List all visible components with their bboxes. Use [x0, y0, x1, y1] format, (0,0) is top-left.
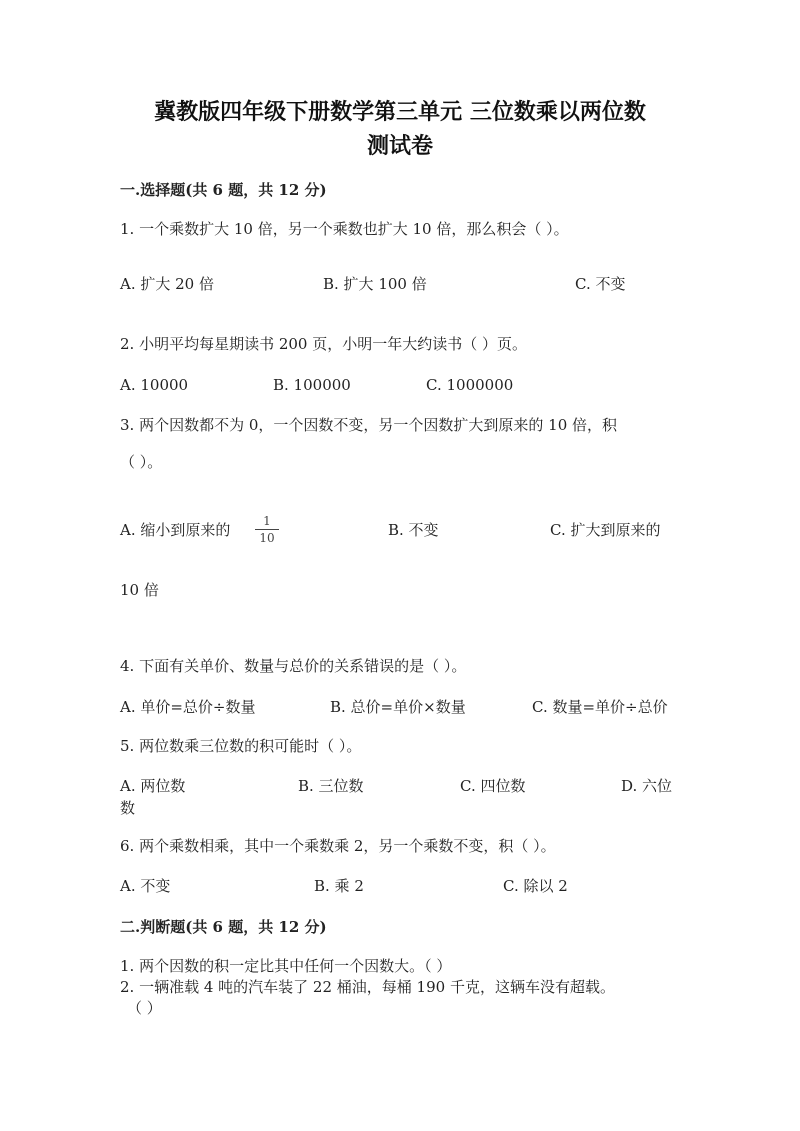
q6-option-a[interactable]: A. 不变	[120, 877, 171, 895]
q3-option-b[interactable]: B. 不变	[388, 521, 439, 539]
q1-option-b[interactable]: B. 扩大 100 倍	[323, 275, 427, 293]
q4-option-b[interactable]: B. 总价=单价×数量	[330, 698, 466, 716]
q1-option-a[interactable]: A. 扩大 20 倍	[120, 275, 214, 293]
page-title-line2: 测试卷	[366, 133, 433, 159]
q1-stem: 1. 一个乘数扩大 10 倍，另一个乘数也扩大 10 倍，那么积会（ ）。	[120, 220, 569, 238]
q2-stem: 2. 小明平均每星期读书 200 页，小明一年大约读书（ ）页。	[120, 335, 528, 353]
q4-stem: 4. 下面有关单价、数量与总价的关系错误的是（ ）。	[120, 657, 467, 675]
q2-option-a[interactable]: A. 10000	[120, 376, 189, 394]
q5-option-d-cont: 数	[120, 799, 136, 817]
q5-option-a[interactable]: A. 两位数	[120, 777, 186, 795]
q4-option-c[interactable]: C. 数量=单价÷总价	[532, 698, 668, 716]
q3-fraction-numerator: 1	[255, 514, 279, 530]
q5-stem: 5. 两位数乘三位数的积可能时（ ）。	[120, 737, 362, 755]
j2-stem-blank: （ ）	[127, 999, 162, 1017]
q3-option-c-cont: 10 倍	[120, 581, 159, 599]
j1-stem: 1. 两个因数的积一定比其中任何一个因数大。（ ）	[120, 957, 452, 975]
page-title-line1: 冀教版四年级下册数学第三单元 三位数乘以两位数	[154, 99, 646, 125]
q2-option-b[interactable]: B. 100000	[273, 376, 351, 394]
q5-option-b[interactable]: B. 三位数	[298, 777, 364, 795]
q3-option-c[interactable]: C. 扩大到原来的	[550, 521, 661, 539]
q6-option-b[interactable]: B. 乘 2	[314, 877, 364, 895]
q3-stem-blank: （ ）。	[120, 453, 163, 471]
q4-option-a[interactable]: A. 单价=总价÷数量	[120, 698, 256, 716]
q3-option-a[interactable]: A. 缩小到原来的	[120, 521, 231, 539]
q2-option-c[interactable]: C. 1000000	[426, 376, 514, 394]
q5-option-c[interactable]: C. 四位数	[460, 777, 526, 795]
q5-option-d[interactable]: D. 六位	[621, 777, 673, 795]
q3-fraction-denominator: 10	[259, 531, 275, 545]
section-heading-choice: 一.选择题(共 6 题，共 12 分)	[120, 181, 327, 199]
j2-stem: 2. 一辆准载 4 吨的汽车装了 22 桶油，每桶 190 千克，这辆车没有超载。	[120, 978, 615, 996]
section-heading-judge: 二.判断题(共 6 题，共 12 分)	[120, 918, 327, 936]
q3-fraction	[255, 514, 279, 545]
q1-option-c[interactable]: C. 不变	[575, 275, 626, 293]
q6-stem: 6. 两个乘数相乘，其中一个乘数乘 2，另一个乘数不变，积（ ）。	[120, 837, 556, 855]
q6-option-c[interactable]: C. 除以 2	[503, 877, 568, 895]
q3-stem: 3. 两个因数都不为 0，一个因数不变，另一个因数扩大到原来的 10 倍，积	[120, 416, 618, 434]
